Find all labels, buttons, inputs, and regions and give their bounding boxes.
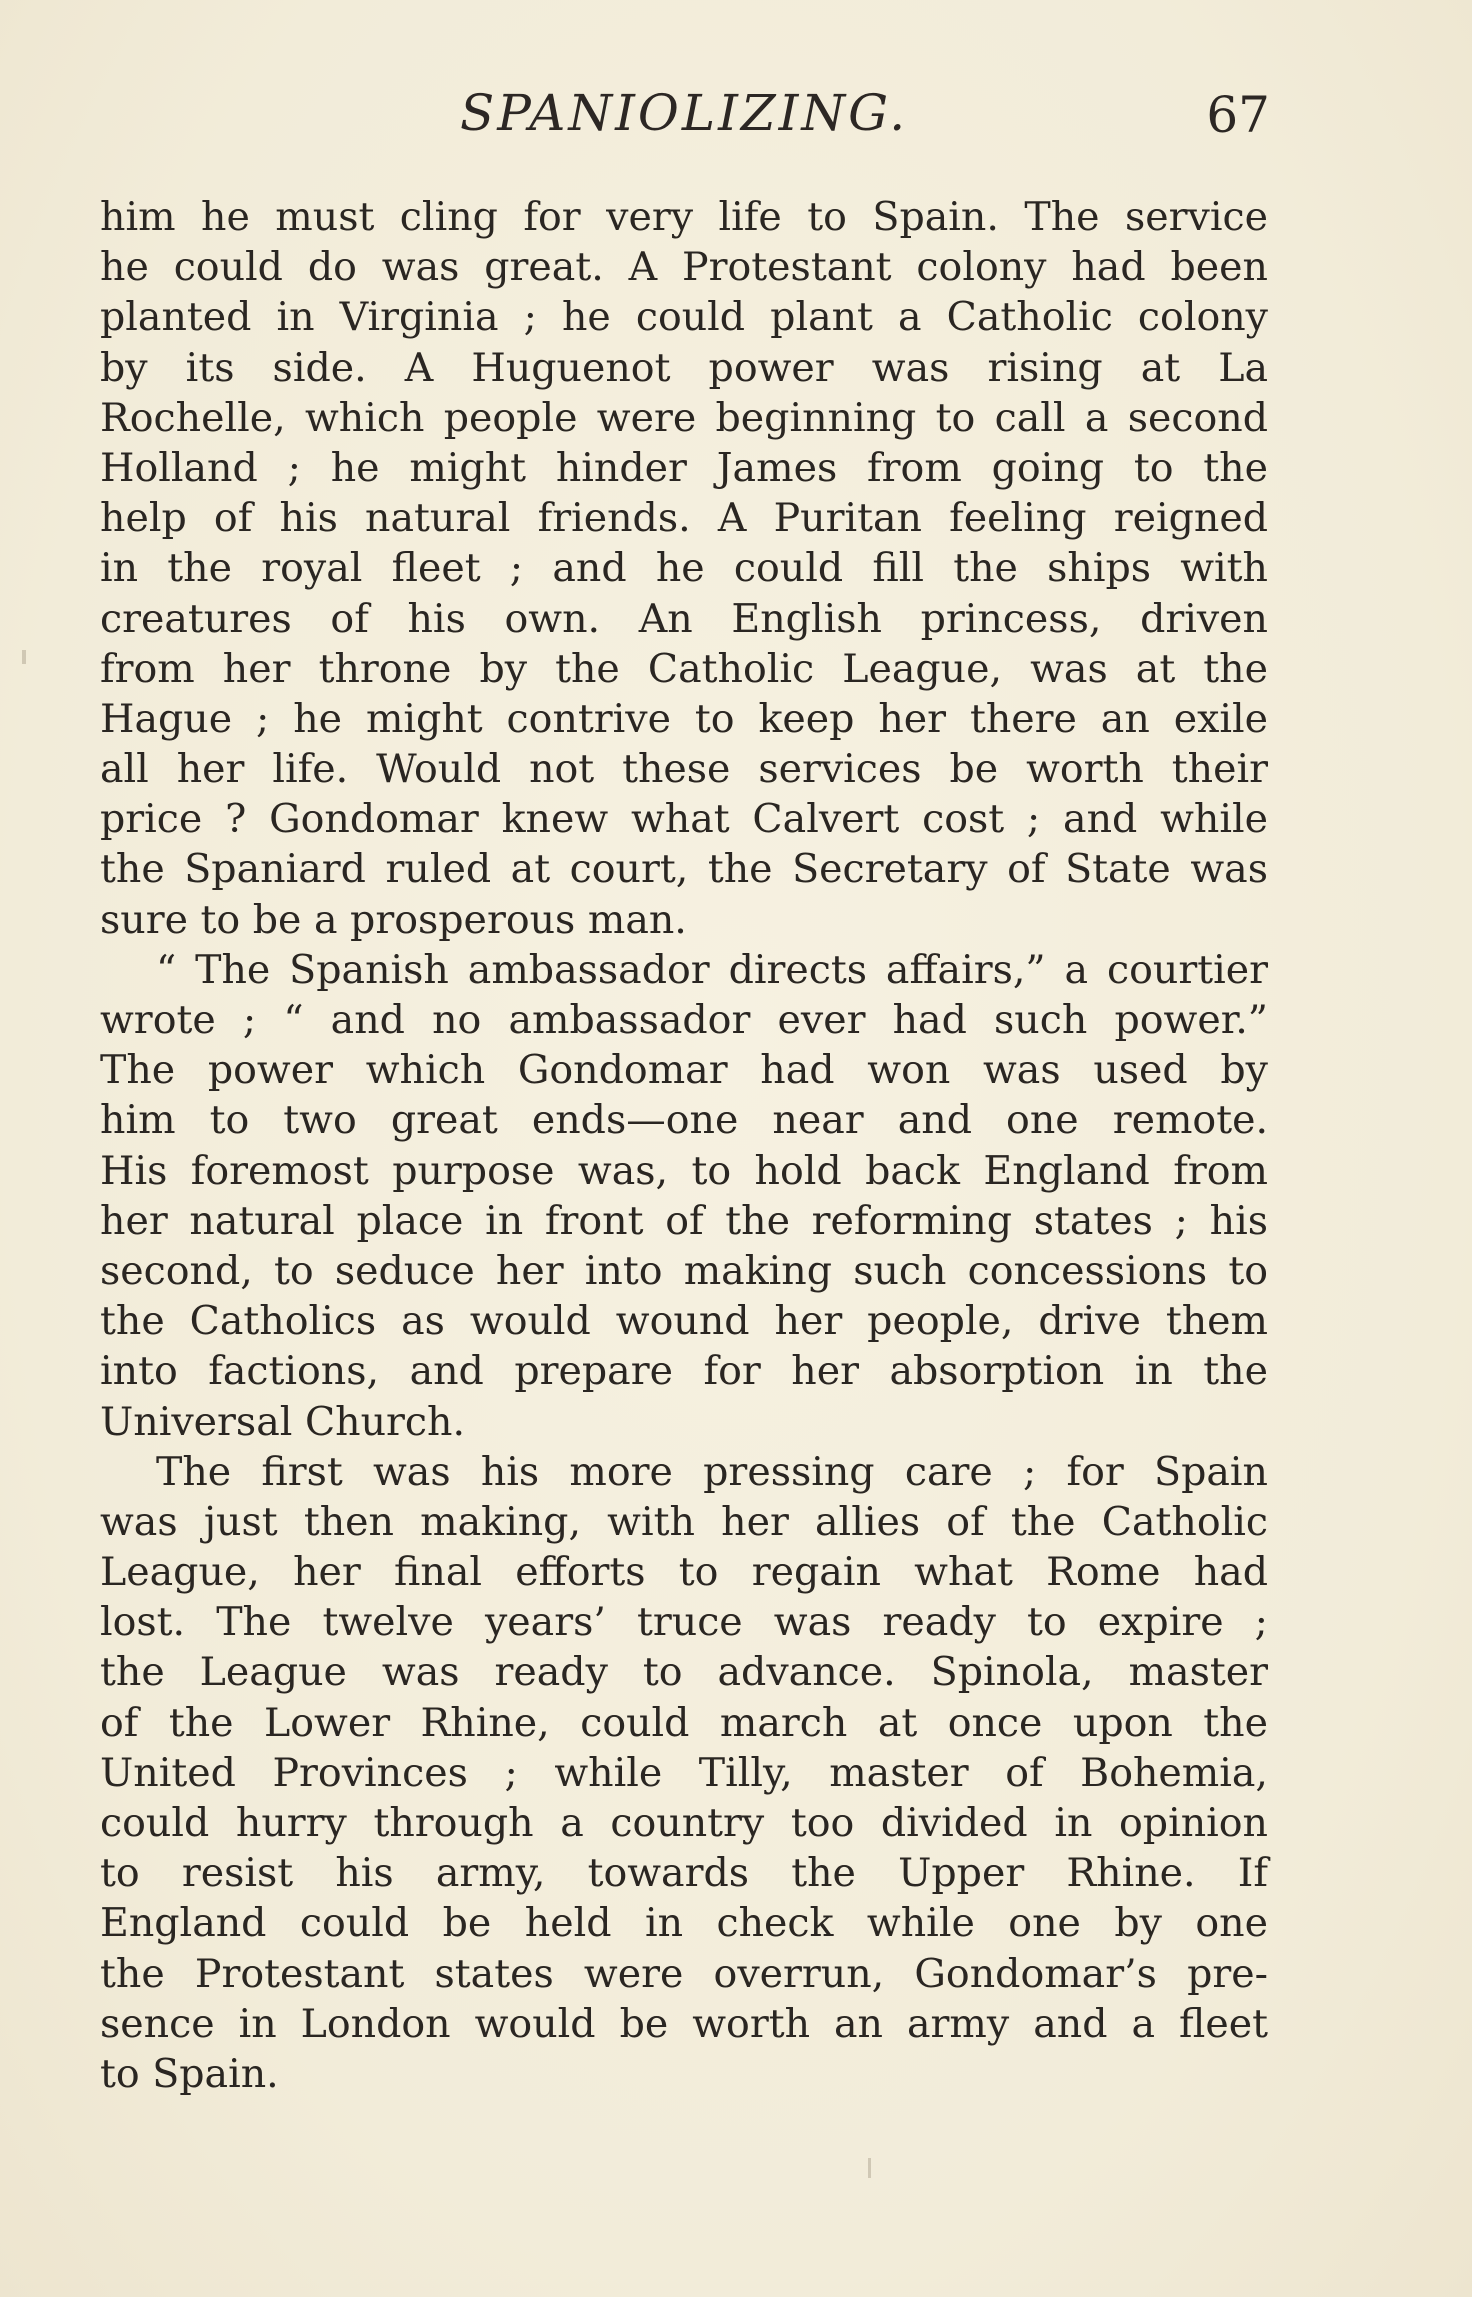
text-line: planted in Virginia ; he could plant a Catholic colony bbox=[100, 294, 1268, 341]
text-line: of the Lower Rhine, could march at once upon the bbox=[100, 1699, 1268, 1746]
text-line: help of his natural friends. A Puritan feeling reigned bbox=[100, 495, 1268, 542]
text-line: was just then making, with her allies of the Catholic bbox=[100, 1498, 1268, 1545]
text-line: United Provinces ; while Tilly, master of Bohemia, bbox=[100, 1749, 1268, 1796]
text-line: creatures of his own. An English princess, driven bbox=[100, 595, 1268, 642]
text-line: from her throne by the Catholic League, was at the bbox=[100, 645, 1268, 692]
text-line: him to two great ends—one near and one remote. bbox=[100, 1097, 1268, 1144]
paper-speck bbox=[22, 650, 26, 664]
text-line: sence in London would be worth an army and a fleet bbox=[100, 2000, 1268, 2047]
text-line: Hague ; he might contrive to keep her there an exile bbox=[100, 695, 1268, 742]
text-line: League, her final efforts to regain what Rome had bbox=[100, 1549, 1268, 1596]
text-line: the Catholics as would wound her people, drive them bbox=[100, 1298, 1268, 1345]
text-line: to resist his army, towards the Upper Rhine. If bbox=[100, 1850, 1268, 1897]
text-line: her natural place in front of the reforming states ; his bbox=[100, 1197, 1268, 1244]
text-line: the Spaniard ruled at court, the Secretary of State was bbox=[100, 846, 1268, 893]
text-line: sure to be a prosperous man. bbox=[100, 896, 687, 943]
text-line: by its side. A Huguenot power was rising at La bbox=[100, 344, 1268, 391]
text-line: Holland ; he might hinder James from going to the bbox=[100, 444, 1268, 491]
text-line: price ? Gondomar knew what Calvert cost ; and while bbox=[100, 796, 1268, 843]
text-line: The first was his more pressing care ; for Spain bbox=[156, 1448, 1268, 1495]
text-line: him he must cling for very life to Spain. The service bbox=[100, 194, 1268, 240]
text-line: in the royal fleet ; and he could fill the ships with bbox=[100, 545, 1268, 592]
text-line: the League was ready to advance. Spinola, master bbox=[100, 1649, 1268, 1696]
text-line: Rochelle, which people were beginning to call a second bbox=[100, 394, 1268, 441]
text-line: to Spain. bbox=[100, 2050, 279, 2097]
text-line: he could do was great. A Protestant colony had been bbox=[100, 244, 1268, 291]
text-line: England could be held in check while one by one bbox=[100, 1900, 1268, 1947]
text-line: The power which Gondomar had won was used by bbox=[100, 1047, 1268, 1094]
text-line: second, to seduce her into making such concessions to bbox=[100, 1247, 1268, 1294]
running-head bbox=[100, 84, 1270, 154]
text-line: His foremost purpose was, to hold back England from bbox=[100, 1147, 1268, 1194]
text-line: wrote ; “ and no ambassador ever had such power.” bbox=[100, 997, 1268, 1043]
text-line: “ The Spanish ambassador directs affairs,” a courtier bbox=[156, 946, 1268, 993]
paper-speck bbox=[868, 2158, 871, 2178]
page-number: 67 bbox=[1206, 86, 1270, 144]
body-text bbox=[100, 192, 1268, 2099]
text-line: Universal Church. bbox=[100, 1398, 466, 1445]
text-line: all her life. Would not these services be worth their bbox=[100, 746, 1268, 793]
text-line: the Protestant states were overrun, Gondomar’s pre- bbox=[100, 1950, 1268, 1997]
running-head-title: SPANIOLIZING. bbox=[460, 84, 909, 142]
text-line: lost. The twelve years’ truce was ready to expire ; bbox=[100, 1599, 1268, 1646]
text-line: could hurry through a country too divided in opinion bbox=[100, 1800, 1268, 1846]
text-line: into factions, and prepare for her absorption in the bbox=[100, 1348, 1268, 1395]
